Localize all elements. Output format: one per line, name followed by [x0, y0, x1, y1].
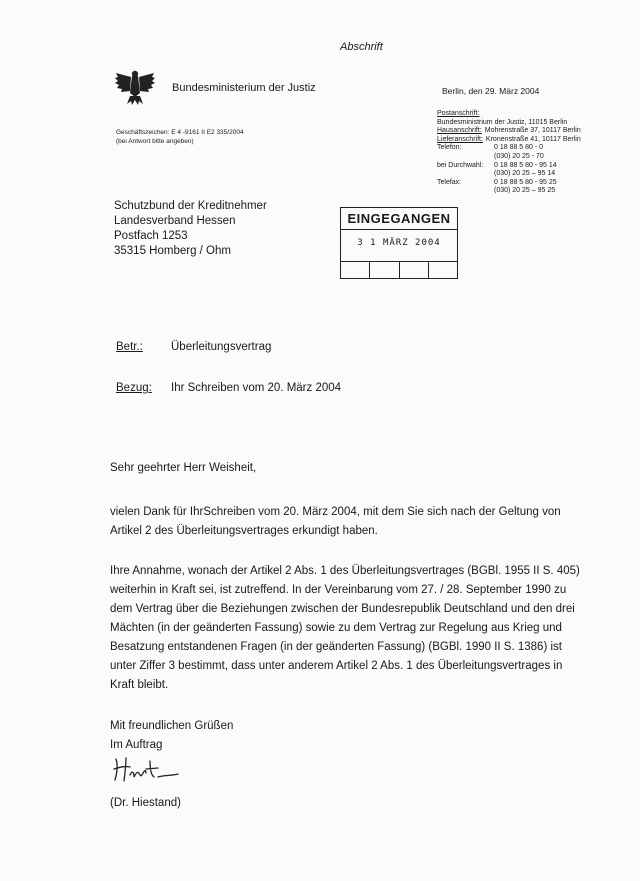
reference-number: Geschäftszeichen: E 4 -9161 II E2 335/2004: [116, 129, 244, 136]
hausanschrift-label: Hausanschrift:: [437, 127, 482, 135]
copy-label: Abschrift: [340, 41, 383, 53]
hausanschrift-value: Mohrenstraße 37, 10117 Berlin: [484, 127, 581, 135]
reference-note: (bei Antwort bitte angeben): [116, 138, 194, 145]
telefax-2: (030) 20 25 – 95 25: [494, 187, 556, 195]
recipient-line: Postfach 1253: [114, 230, 188, 242]
recipient-line: Schutzbund der Kreditnehmer: [114, 200, 267, 212]
reference-block: [116, 128, 244, 146]
postanschrift-label: Postanschrift:: [437, 110, 480, 117]
reference-label: Bezug:: [116, 382, 152, 394]
body-paragraph-1: vielen Dank für IhrSchreiben vom 20. März 2004, mit dem Sie sich nach der Geltung von Artikel 2 des Überleitungsvertrages erkundigt haben.: [110, 506, 561, 537]
lieferanschrift-value: Kronenstraße 41, 10117 Berlin: [485, 135, 581, 143]
lieferanschrift-label: Lieferanschrift:: [437, 135, 483, 143]
closing-greeting: Mit freundlichen Grüßen: [110, 720, 234, 732]
closing-auftrag: Im Auftrag: [110, 739, 163, 751]
postanschrift-value: Bundesministrium der Justiz, 11015 Berlin: [437, 118, 568, 126]
durchwahl-2: (030) 20 25 – 95 14: [494, 170, 556, 178]
telefax-label: Telefax:: [437, 178, 462, 186]
contact-block: [437, 110, 581, 196]
recipient-line: Landesverband Hessen: [114, 215, 236, 227]
handwritten-signature: [112, 755, 182, 785]
durchwahl-label: bei Durchwahl:: [437, 161, 484, 169]
recipient-line: 35315 Homberg / Ohm: [114, 245, 231, 257]
telefon-2: (030) 20 25 - 70: [494, 152, 544, 160]
salutation: Sehr geehrter Herr Weisheit,: [110, 462, 257, 474]
ministry-name: Bundesministerium der Justiz: [172, 82, 316, 94]
closing-block: [110, 717, 233, 755]
received-stamp: [340, 207, 458, 279]
stamp-title: EINGEGANGEN: [341, 208, 457, 230]
recipient-address: [114, 199, 267, 259]
letter-date: Berlin, den 29. März 2004: [442, 86, 540, 96]
telefax-1: 0 18 88 5 80 - 95 25: [494, 178, 557, 186]
reference-value: Ihr Schreiben vom 20. März 2004: [171, 382, 342, 394]
durchwahl-1: 0 18 88 5 80 - 95 14: [494, 161, 557, 169]
federal-eagle-icon: [113, 67, 157, 107]
subject-value: Überleitungsvertrag: [171, 341, 272, 353]
telefon-label: Telefon:: [437, 144, 462, 152]
stamp-grid: [341, 261, 457, 278]
stamp-date: 3 1 MÄRZ 2004: [357, 238, 441, 248]
body-paragraph-2: Ihre Annahme, wonach der Artikel 2 Abs. 1 des Überleitungsvertrages (BGBl. 1955 II S. 405) weiterhin in Kraft sei, ist zutreffend. In der Vereinbarung vom 27. / 28. September 1990 zu dem Vertrag über die Beziehungen zwischen der Bundesrepublik Deutschland und den drei Mächten (in der geänderten Fassung) sowie zu dem Vertrag zur Regelung aus Krieg und Besatzung entstandenen Fragen (in der geänderten Fassung) (BGBl. 1990 II S. 1386) ist unter Ziffer 3 bestimmt, dass unter anderem Artikel 2 Abs. 1 des Überleitungsvertrages in Kraft bleibt.: [110, 565, 580, 691]
signer-name: (Dr. Hiestand): [110, 797, 181, 809]
telefon-1: 0 18 88 5 80 - 0: [494, 144, 544, 152]
subject-label: Betr.:: [116, 341, 143, 353]
